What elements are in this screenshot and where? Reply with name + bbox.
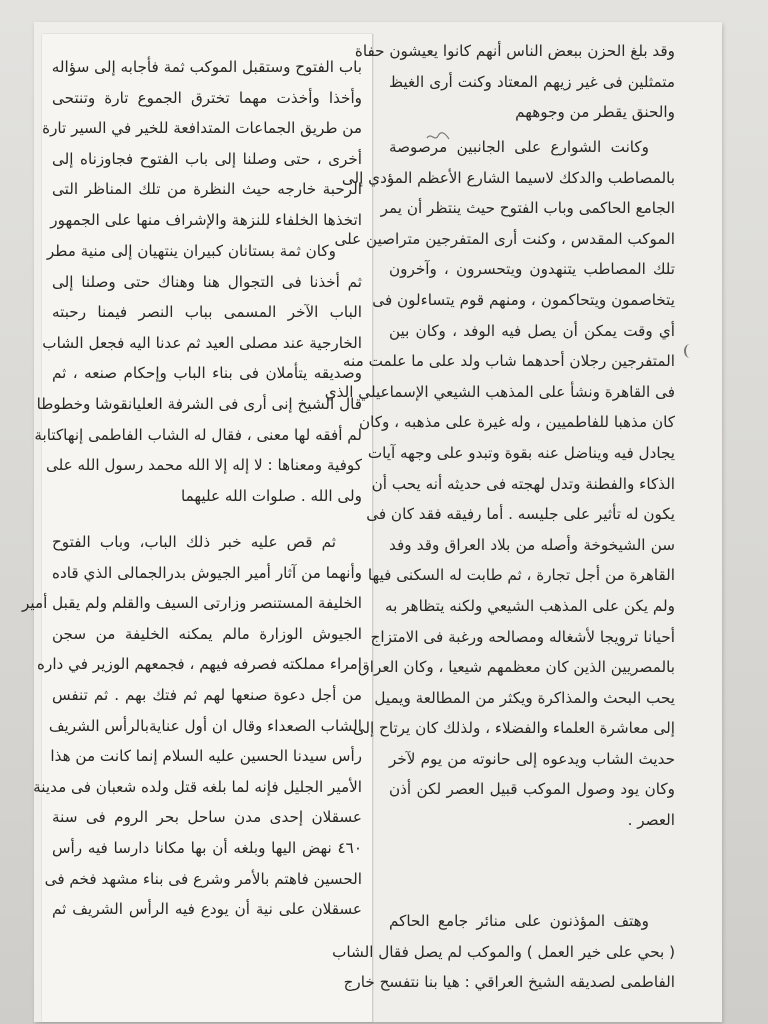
text-line: من طريق الجماعات المتدافعة للخير في السير تارة xyxy=(42,119,362,138)
margin-mark xyxy=(684,344,696,358)
text-line: والحنق يقطر من وجوههم xyxy=(515,103,675,122)
text-line: كوفية ومعناها : لا إله إلا الله محمد رسول الله على xyxy=(45,456,362,475)
text-line: لم أفقه لها معنى ، فقال له الشاب الفاطمى إنهاكتابة xyxy=(34,425,362,444)
text-line: الجيوش الوزارة مالم يمكنه الخليفة من سجن xyxy=(52,624,362,643)
text-line: أي وقت يمكن أن يصل فيه الوفد ، وكان بين xyxy=(389,321,675,340)
document-page xyxy=(22,22,722,1022)
right-column-paragraph-3 xyxy=(332,906,675,998)
text-line: ( بحي على خير العمل ) والموكب لم يصل فقال الشاب xyxy=(332,942,675,961)
right-column-paragraph-1 xyxy=(354,36,675,128)
text-line: يجادل فيه ويناضل عنه بقوة وتبدو على وجهه آيات xyxy=(367,443,675,462)
text-line: وقد بلغ الحزن ببعض الناس أنهم كانوا يعيشون حفاة xyxy=(354,42,675,60)
text-line: باب الفتوح وستقبل الموكب ثمة فأجابه إلى سؤاله xyxy=(51,58,362,76)
text-line: الباب الآخر المسمى بباب النصر فيمنا رحبته xyxy=(52,303,362,322)
text-line: يكون له تأثير على جليسه . أما رفيقه فقد كان فى xyxy=(366,505,675,524)
text-line: العصر . xyxy=(627,811,675,830)
text-line: يحب البحث والمذاكرة ويكثر من المطالعة ويميل xyxy=(374,688,675,707)
right-text-column xyxy=(324,34,685,1006)
text-line: وهتف المؤذنون على منائر جامع الحاكم xyxy=(389,912,649,930)
text-line: وأخذا وأخذت مهما تخترق الجموع تارة وتنتحى xyxy=(52,88,362,107)
text-line: اتخذها الخلفاء للنزهة والإشراف منها على الجمهور xyxy=(50,210,362,229)
text-line: ولم يكن على المذهب الشيعي ولكنه يتظاهر به xyxy=(384,596,675,615)
text-line: فى القاهرة ونشأ على المذهب الشيعي الإسماعيلي الذي xyxy=(324,382,675,401)
text-line: المتفرجين رجلان أحدهما شاب ولد على ما علمت منه xyxy=(342,352,675,371)
text-line: القاهرة من أجل تجارة ، ثم طابت له السكنى فيها xyxy=(367,566,675,585)
right-column-paragraph-2 xyxy=(324,132,675,836)
text-line: الموكب المقدس ، وكنت أرى المتفرجين متراصين على xyxy=(334,229,675,248)
ink-mark xyxy=(426,130,450,144)
text-line: وصديقه يتأملان فى بناء الباب وإحكام صنعه ، ثم xyxy=(52,364,362,383)
text-line: ثم أخذنا فى التجوال هنا وهناك حتى وصلنا إلى xyxy=(52,272,362,291)
text-line: يتخاصمون ويتحاكمون ، ومنهم قوم يتساءلون فى xyxy=(372,290,675,309)
text-line: ثم قص عليه خبر ذلك الباب، وباب الفتوح xyxy=(52,533,336,551)
text-line: الشاب الصعداء وقال ان أول عنايةبالرأس الشريف xyxy=(48,716,362,735)
text-line: عسقلان على نية أن يودع فيه الرأس الشريف ثم xyxy=(52,900,362,919)
text-line: إلى معاشرة العلماء والفضلاء ، ولذلك كان يرتاح إلى xyxy=(352,719,675,738)
text-line: وأنهما من آثار أمير الجيوش بدرالجمالى الذي قاده xyxy=(52,563,362,582)
text-line: الجامع الحاكمى وباب الفتوح حيث ينتظر أن يمر xyxy=(380,199,675,218)
text-line: بالمصاطب والدكك لاسيما الشارع الأعظم المؤدي إلى xyxy=(341,168,675,187)
text-line: أخرى ، حتى وصلنا إلى باب الفتوح فجاوزناه إلى xyxy=(52,149,362,168)
text-line: الحسين فاهتم بالأمر وشرع فى بناء مشهد فخم فى xyxy=(44,869,362,888)
text-line: قال الشيخ إنى أرى فى الشرفة العليانقوشا وخطوطا xyxy=(36,394,362,413)
left-column-paragraph-3 xyxy=(22,527,362,925)
text-line: تلك المصاطب يتنهدون ويتحسرون ، وآخرون xyxy=(389,260,675,279)
text-line: الخليفة المستنصر وزارتى السيف والقلم ولم يقبل أمير xyxy=(22,594,362,613)
text-line: الخارجية عند مصلى العيد ثم عدنا اليه فجعل الشاب xyxy=(42,333,362,352)
text-line: حديث الشاب ويدعوه إلى حانوته من يوم لآخر xyxy=(389,749,675,768)
left-column-paragraph-2 xyxy=(34,236,362,511)
text-line: الذكاء والفطنة وتدل لهجته فى حديثه أنه يحب أن xyxy=(371,474,675,493)
text-line: رأس سيدنا الحسين عليه السلام إنما كانت من هذا xyxy=(50,747,362,766)
left-column-paragraph-1 xyxy=(42,52,362,236)
text-line: عسقلان إحدى مدن ساحل بحر الروم فى سنة xyxy=(52,808,362,827)
left-text-column xyxy=(22,34,373,1022)
text-line: امراء مملكته فصرفه فيهم ، فجمعهم الوزير في داره xyxy=(37,655,362,674)
text-line: متمثلين فى غير زيهم المعتاد وكنت أرى الغيظ xyxy=(389,72,675,91)
text-line: من أجل دعوة صنعها لهم ثم فتك بهم . ثم تنفس xyxy=(52,685,362,704)
text-line: وكان يود وصول الموكب قبيل العصر لكن أذن xyxy=(389,780,675,799)
text-line: الأمير الجليل فإنه لما بلغه قتل ولده شعبان فى مدينة xyxy=(33,777,362,796)
text-line: بالمصريين الذين كان معظمهم شيعيا ، وكان العراق xyxy=(357,658,675,677)
text-line: وكانت الشوارع على الجانبين مرصوصة xyxy=(389,138,649,156)
text-line: وكان ثمة بستانان كبيران ينتهيان إلى منية مطر xyxy=(46,242,336,260)
text-line: الفاطمى لصديقه الشيخ العراقي : هيا بنا نتفسح خارج xyxy=(343,973,675,992)
text-line: كان مذهبا للفاطميين ، وله غيرة على مذهبه ، وكان xyxy=(358,413,675,432)
text-line: أحيانا ترويجا لأشغاله ومصالحه ورغبة فى الامتزاج xyxy=(370,627,675,646)
text-line: ولى الله . صلوات الله عليهما xyxy=(181,486,362,505)
text-line: ٤٦٠ نهض اليها وبلغه أن بها مكانا دارسا فيه رأس xyxy=(52,838,362,857)
text-line: الرحبة خارجه حيث النظرة من تلك المناظر التى xyxy=(52,180,362,199)
text-line: سن الشيخوخة وأصله من بلاد العراق وقد وفد xyxy=(389,535,675,554)
